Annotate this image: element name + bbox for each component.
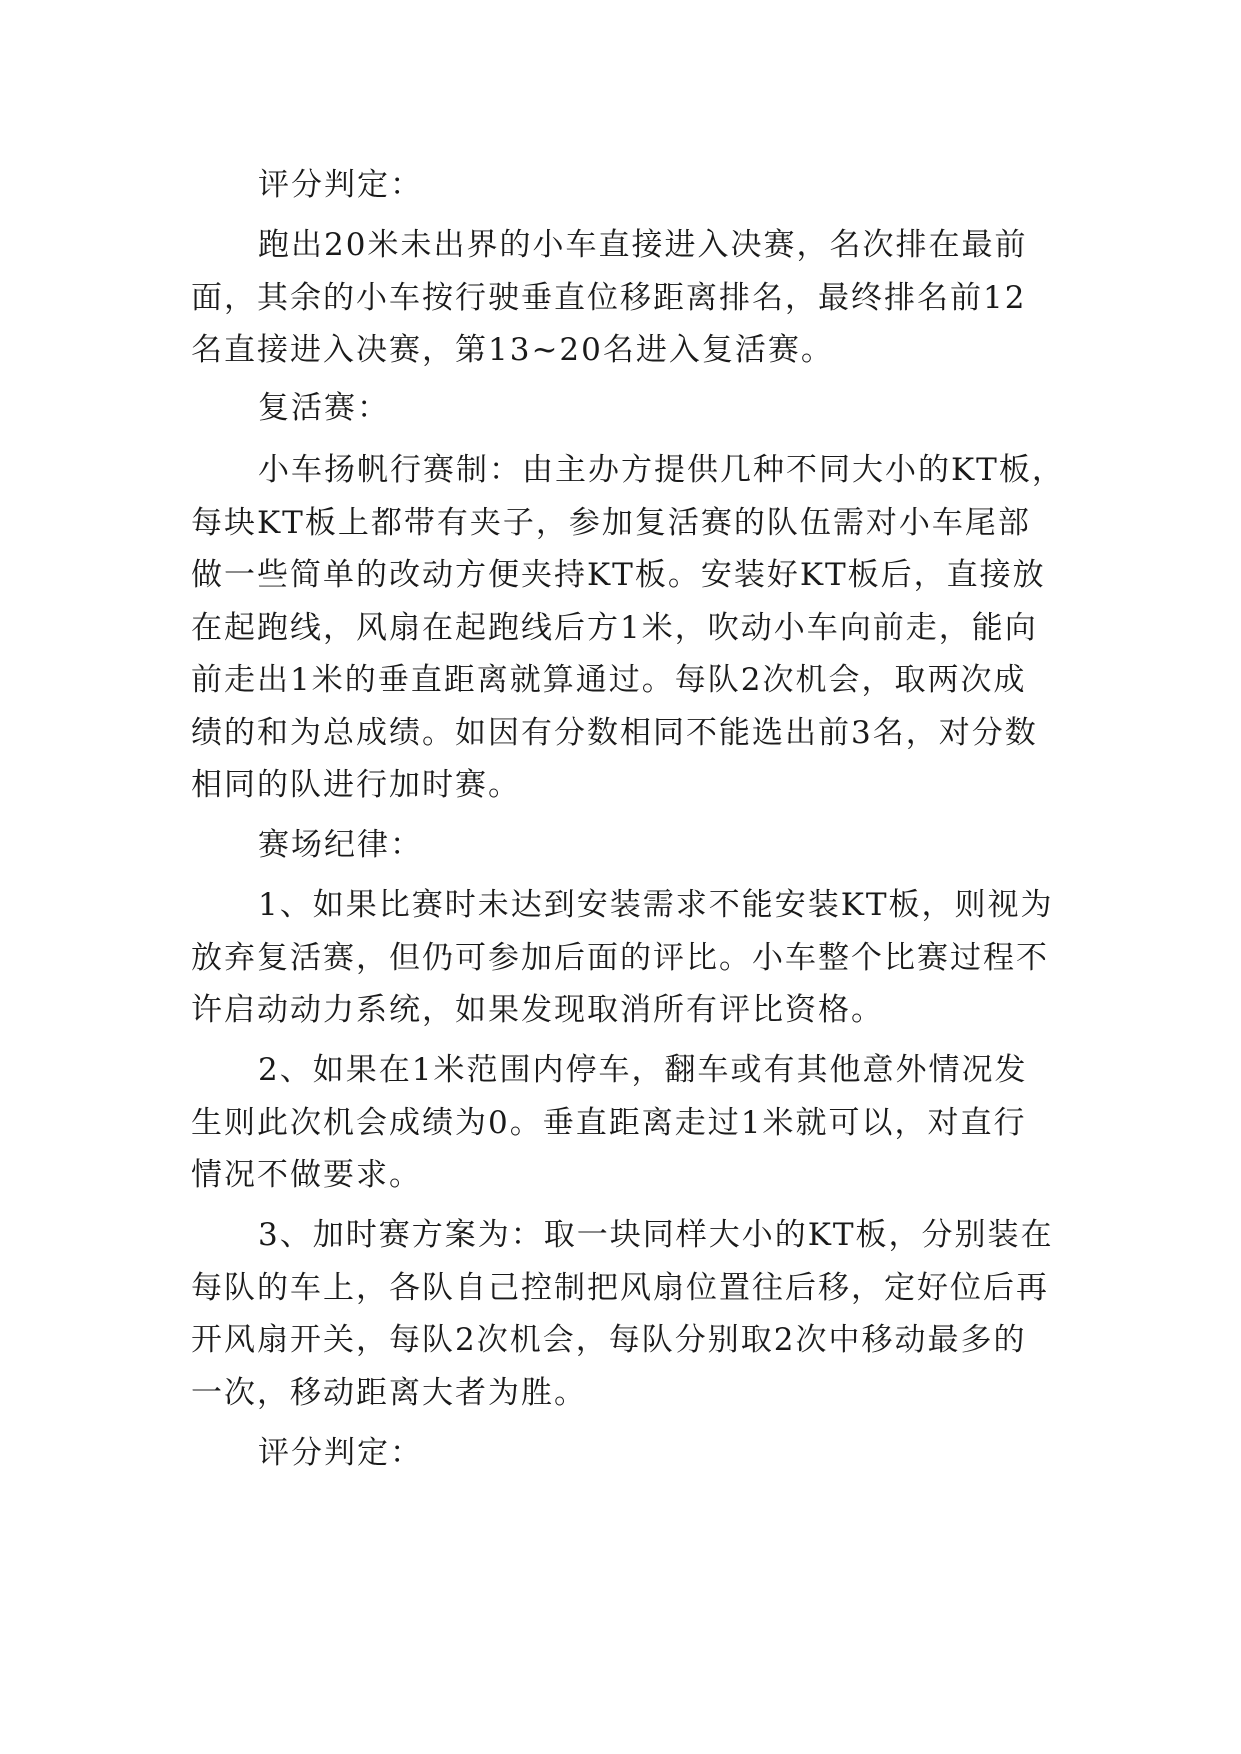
paragraph-line: 每块KT板上都带有夹子，参加复活赛的队伍需对小车尾部 [191, 505, 1031, 541]
rule-2-line: 2、如果在1米范围内停车，翻车或有其他意外情况发 [258, 1052, 1028, 1088]
paragraph-line: 做一些简单的改动方便夹持KT板。安装好KT板后，直接放 [191, 557, 1046, 593]
paragraph-line: 在起跑线，风扇在起跑线后方1米，吹动小车向前走，能向 [191, 610, 1038, 646]
heading-discipline: 赛场纪律： [258, 827, 423, 863]
paragraph-line: 名直接进入决赛，第13~20名进入复活赛。 [191, 332, 834, 368]
rule-2-line: 情况不做要求。 [191, 1157, 422, 1193]
rule-3-line: 每队的车上，各队自己控制把风扇位置往后移，定好位后再 [191, 1270, 1049, 1306]
heading-revival-round: 复活赛： [258, 390, 390, 426]
rule-3-line: 开风扇开关，每队2次机会，每队分别取2次中移动最多的 [191, 1322, 1027, 1358]
paragraph-line: 相同的队进行加时赛。 [191, 767, 521, 803]
paragraph-line: 小车扬帆行赛制：由主办方提供几种不同大小的KT板， [258, 452, 1065, 488]
paragraph-line: 绩的和为总成绩。如因有分数相同不能选出前3名，对分数 [191, 715, 1038, 751]
heading-scoring: 评分判定： [258, 167, 423, 203]
paragraph-line: 面，其余的小车按行驶垂直位移距离排名，最终排名前12 [191, 280, 1027, 316]
rule-3-line: 3、加时赛方案为：取一块同样大小的KT板，分别装在 [258, 1217, 1054, 1253]
paragraph-line: 跑出20米未出界的小车直接进入决赛，名次排在最前 [258, 227, 1028, 263]
rule-2-line: 生则此次机会成绩为0。垂直距离走过1米就可以，对直行 [191, 1105, 1027, 1141]
rule-1-line: 许启动动力系统，如果发现取消所有评比资格。 [191, 992, 884, 1028]
paragraph-line: 前走出1米的垂直距离就算通过。每队2次机会，取两次成 [191, 662, 1027, 698]
heading-scoring-2: 评分判定： [258, 1435, 423, 1471]
rule-1-line: 1、如果比赛时未达到安装需求不能安装KT板，则视为 [258, 887, 1054, 923]
rule-3-line: 一次，移动距离大者为胜。 [191, 1375, 587, 1411]
rule-1-line: 放弃复活赛，但仍可参加后面的评比。小车整个比赛过程不 [191, 940, 1049, 976]
